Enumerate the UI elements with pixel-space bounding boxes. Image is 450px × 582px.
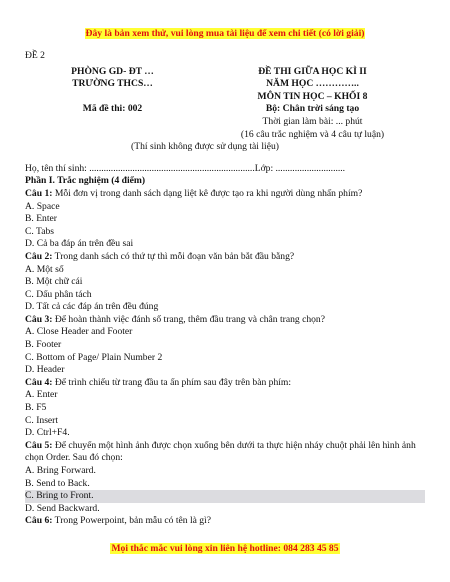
question-stem	[25, 314, 425, 327]
answer-option: C. Bottom of Page/ Plain Number 2	[25, 351, 163, 363]
header-right	[200, 66, 425, 142]
department-name: PHÒNG GD- ĐT …	[71, 65, 154, 77]
question-block	[25, 440, 425, 516]
exam-code: Mã đề thi: 002	[82, 102, 143, 114]
question-block	[25, 251, 425, 314]
answer-option: C. Dấu phân tách	[25, 288, 92, 300]
document-body	[25, 50, 425, 528]
question-text: Để chuyển một hình ảnh được chọn xuống bên dưới ta thực hiện nháy chuột phải lên hình ảnh chọn Order. Sau đó chọn:	[25, 439, 416, 464]
exam-label: ĐỀ 2	[25, 50, 45, 61]
question-block	[25, 515, 425, 528]
question-stem	[25, 377, 425, 390]
answer-option: D. Tất cả các đáp án trên đều đúng	[25, 301, 159, 313]
question-number: Câu 4:	[25, 376, 53, 388]
answer-option: C. Tabs	[25, 225, 55, 237]
question-number: Câu 2:	[25, 250, 53, 262]
answer-option: C. Bring to Front.	[25, 490, 425, 503]
section-title: Phần I. Trắc nghiệm (4 điểm)	[25, 175, 146, 187]
answer-option: D. Ctrl+F4.	[25, 427, 70, 439]
question-list	[25, 188, 425, 528]
no-materials-note: (Thí sinh không được sử dụng tài liệu)	[131, 141, 279, 153]
answer-option: A. Space	[25, 200, 60, 212]
answer-option: A. Một số	[25, 263, 64, 275]
question-block	[25, 188, 425, 251]
school-name: TRƯỜNG THCS…	[72, 78, 153, 90]
exam-header	[25, 66, 425, 142]
student-info-line: Họ, tên thí sinh: .....................................................................Lớp: .............................	[25, 162, 346, 174]
exam-structure: (16 câu trắc nghiệm và 4 câu tự luận)	[240, 128, 385, 140]
answer-option: B. Enter	[25, 213, 57, 225]
top-banner-text: Đây là bản xem thử, vui lòng mua tài liệu để xem chi tiết (có lời giải)	[85, 28, 365, 39]
question-block	[25, 314, 425, 377]
question-stem	[25, 515, 425, 528]
bottom-banner	[0, 543, 450, 554]
header-left	[25, 66, 200, 142]
answer-option: B. F5	[25, 402, 47, 414]
question-block	[25, 377, 425, 440]
question-stem	[25, 251, 425, 264]
question-text: Mỗi đơn vị trong danh sách dạng liệt kê được tạo ra khi người dùng nhấn phím?	[52, 187, 363, 199]
question-text: Để trình chiếu từ trang đầu ta ấn phím sau đây trên bàn phím:	[52, 376, 292, 388]
answer-option: B. Footer	[25, 339, 62, 351]
bottom-banner-text: Mọi thắc mắc vui lòng xin liên hệ hotline: 084 283 45 85	[111, 543, 339, 554]
question-stem	[25, 440, 425, 465]
answer-option: A. Enter	[25, 389, 58, 401]
time-allowed: Thời gian làm bài: ... phút	[262, 115, 363, 127]
question-number: Câu 3:	[25, 313, 53, 325]
question-number: Câu 6:	[25, 515, 53, 527]
answer-option: A. Bring Forward.	[25, 465, 96, 476]
answer-option: D. Send Backward.	[25, 502, 100, 514]
exam-title: ĐỀ THI GIỮA HỌC KÌ II	[258, 65, 367, 77]
subject: MÔN TIN HỌC – KHỐI 8	[257, 90, 368, 102]
question-stem	[25, 188, 425, 201]
school-year: NĂM HỌC …………..	[266, 78, 359, 90]
answer-option: B. Send to Back.	[25, 477, 90, 489]
answer-option: D. Header	[25, 364, 65, 376]
answer-option: C. Insert	[25, 414, 59, 426]
textbook-series: Bộ: Chân trời sáng tạo	[265, 103, 360, 115]
answer-option: B. Một chữ cái	[25, 276, 83, 288]
question-number: Câu 5:	[25, 439, 53, 451]
question-text: Trong danh sách có thứ tự thì mỗi đoạn văn bản bắt đầu bằng?	[52, 250, 295, 262]
question-number: Câu 1:	[25, 187, 53, 199]
question-text: Để hoàn thành việc đánh số trang, thêm đầu trang và chân trang chọn?	[52, 313, 325, 325]
question-text: Trong Powerpoint, bản mẫu có tên là gì?	[52, 515, 211, 527]
answer-option: A. Close Header and Footer	[25, 326, 133, 338]
answer-option: D. Cả ba đáp án trên đều sai	[25, 238, 134, 250]
top-banner	[0, 28, 450, 39]
